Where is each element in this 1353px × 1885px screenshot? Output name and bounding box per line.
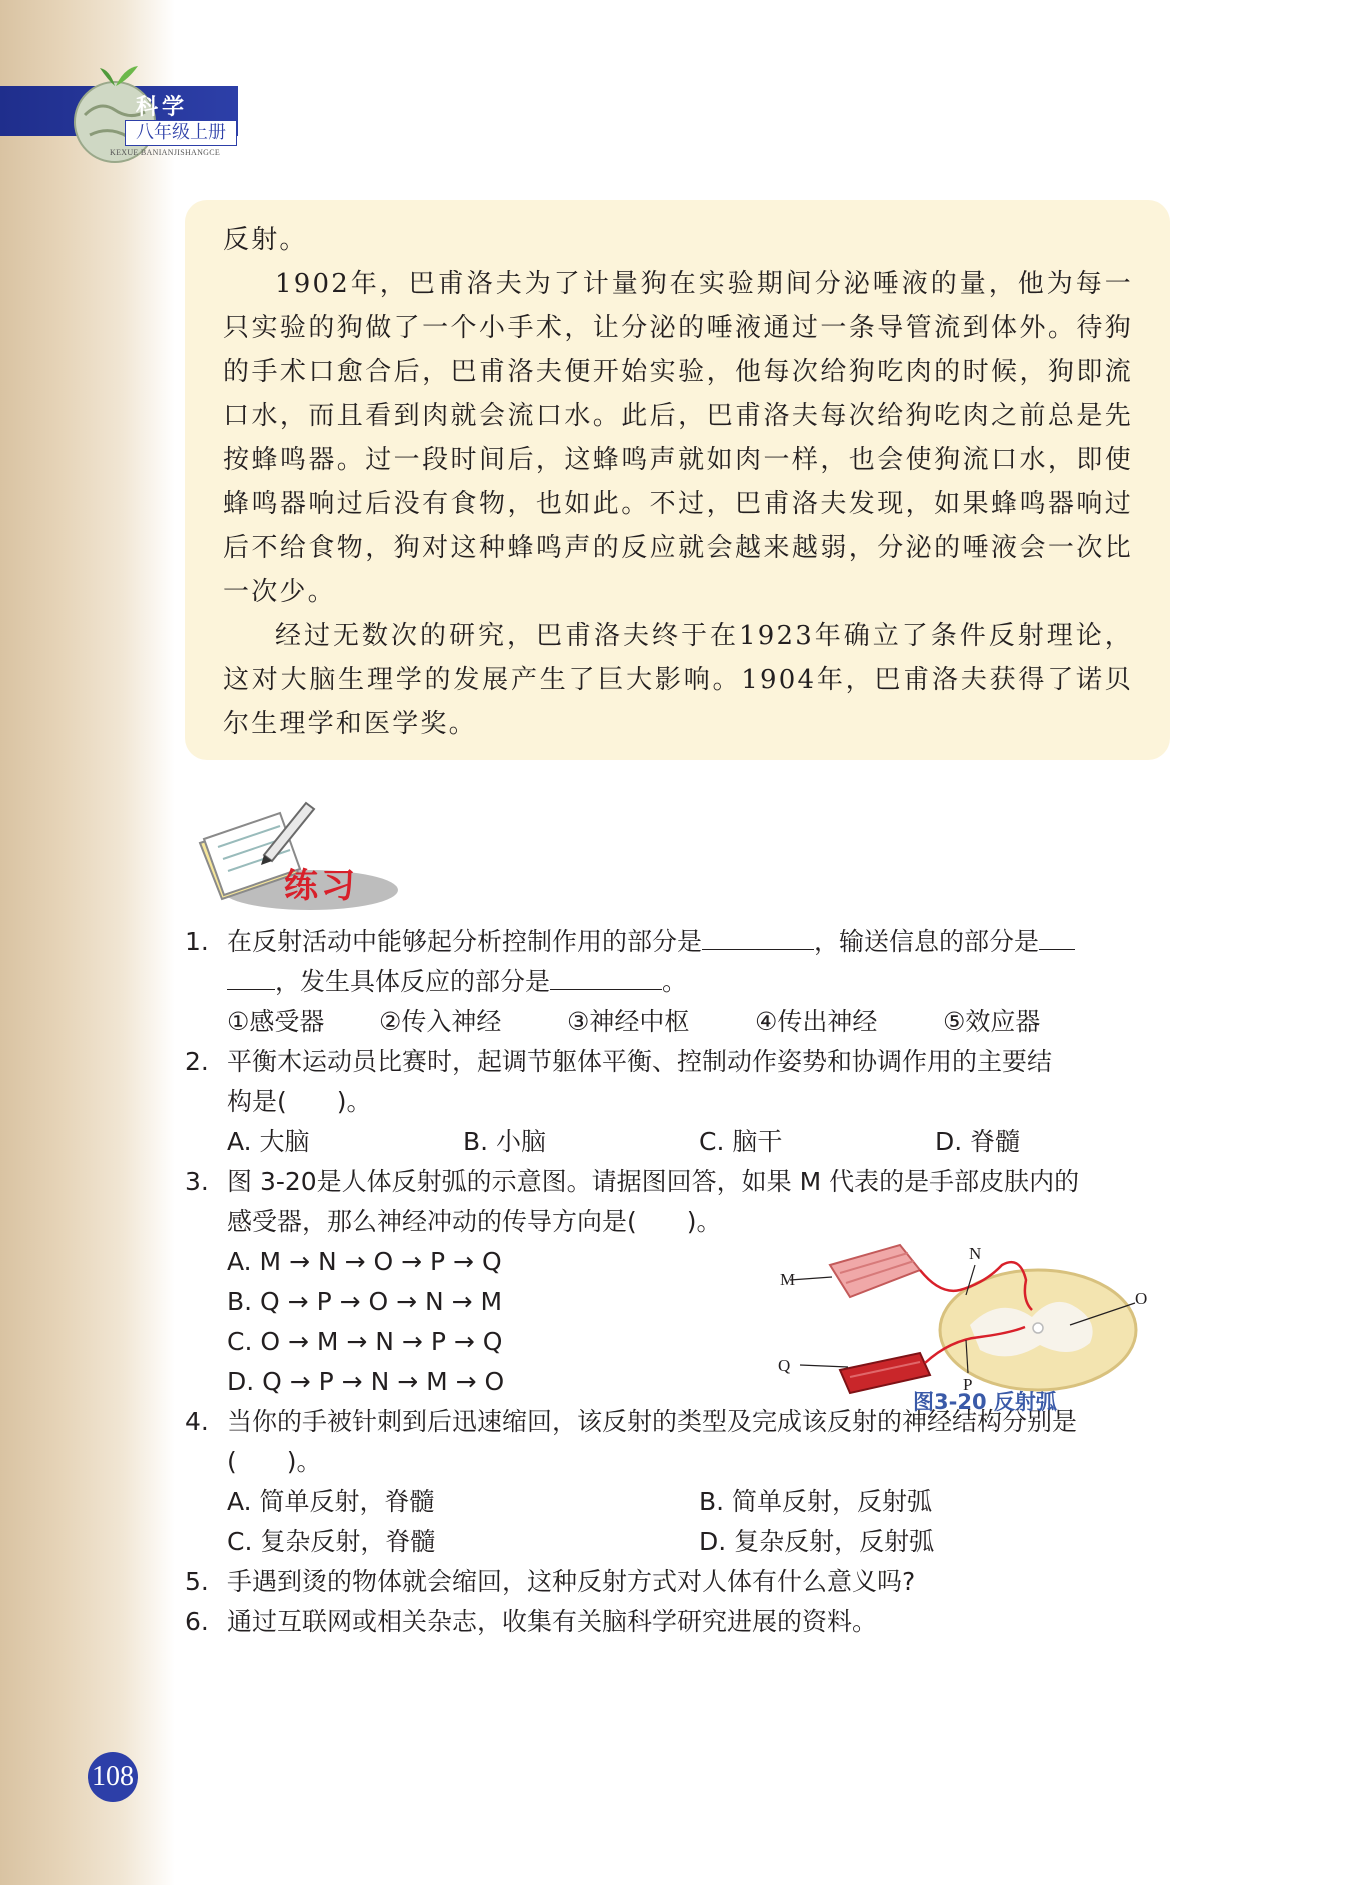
option-list [227,1122,1175,1162]
subject-title: 科学 [136,95,189,120]
option-item: B. 简单反射，反射弧 [699,1487,933,1516]
exercise-title: 练习 [284,866,358,906]
pinyin-label: KEXUE BANIANJISHANGCE [110,148,221,157]
option-list [227,1522,1175,1562]
label-m: M [780,1270,796,1289]
option-item: C. 复杂反射，脊髓 [227,1527,436,1556]
question-2 [185,1042,1175,1162]
option-item: ③神经中枢 [567,1007,690,1036]
question-text: ( )。 [227,1447,322,1476]
question-number: 1. [185,927,209,956]
question-6 [185,1602,1175,1642]
question-number: 3. [185,1167,209,1196]
question-text: 在反射活动中能够起分析控制作用的部分是 ，输送信息的部分是 [227,922,1175,962]
option-item: ⑤效应器 [943,1007,1041,1036]
question-number: 2. [185,1047,209,1076]
option-list [227,1002,1175,1042]
question-text: 当你的手被针刺到后迅速缩回，该反射的类型及完成该反射的神经结构分别是 [227,1407,1078,1436]
option-item: D. 复杂反射，反射弧 [699,1527,935,1556]
label-o: O [1135,1289,1148,1308]
reading-paragraph-3: 经过无数次的研究，巴甫洛夫终于在1923年确立了条件反射理论，这对大脑生理学的发展产生了巨大影响。1904年，巴甫洛夫获得了诺贝尔生理学和医学奖。 [223,621,1133,739]
label-n: N [969,1244,982,1263]
skin-receptor-m [830,1245,920,1297]
option-item: A. 简单反射，脊髓 [227,1487,435,1516]
question-number: 5. [185,1567,209,1596]
reading-text [223,218,1133,746]
label-q: Q [778,1356,791,1375]
question-text: 图 3-20是人体反射弧的示意图。请据图回答，如果 M 代表的是手部皮肤内的 [227,1167,1080,1196]
option-item: B. 小脑 [463,1127,547,1156]
question-text: 通过互联网或相关杂志，收集有关脑科学研究进展的资料。 [227,1607,878,1636]
option-item: ②传入神经 [379,1007,502,1036]
figure-caption: 图3-20 反射弧 [913,1390,1057,1414]
question-number: 4. [185,1407,209,1436]
answer-blank[interactable] [702,923,814,950]
question-number: 6. [185,1607,209,1636]
question-text: ，发生具体反应的部分是 。 [227,962,1175,1002]
answer-blank[interactable] [550,963,662,990]
question-4 [185,1402,1175,1562]
question-text: 感受器，那么神经冲动的传导方向是( )。 [227,1207,722,1236]
question-text: 构是( )。 [227,1087,372,1116]
page-margin-band [0,0,175,1885]
answer-blank[interactable] [227,963,275,990]
option-item: ①感受器 [227,1007,325,1036]
option-item: ④传出神经 [755,1007,878,1036]
option-item: B. Q → P → O → N → M [227,1287,503,1316]
question-5 [185,1562,1175,1602]
option-item: C. 脑干 [699,1127,783,1156]
answer-blank[interactable] [1039,923,1075,950]
option-list [227,1482,1175,1522]
option-item: A. M → N → O → P → Q [227,1247,502,1276]
option-item: A. 大脑 [227,1127,310,1156]
option-item: D. Q → P → N → M → O [227,1367,505,1396]
option-item: C. O → M → N → P → Q [227,1327,503,1356]
option-item: D. 脊髓 [935,1127,1021,1156]
page-number: 108 [88,1752,138,1802]
label-p: P [963,1375,973,1394]
question-text: 平衡木运动员比赛时，起调节躯体平衡、控制动作姿势和协调作用的主要结 [227,1047,1053,1076]
question-text: 手遇到烫的物体就会缩回，这种反射方式对人体有什么意义吗? [227,1567,916,1596]
question-1 [185,922,1175,1042]
reading-paragraph-1: 反射。 [223,225,308,255]
reading-paragraph-2: 1902年，巴甫洛夫为了计量狗在实验期间分泌唾液的量，他为每一只实验的狗做了一个小手术，让分泌的唾液通过一条导管流到体外。待狗的手术口愈合后，巴甫洛夫便开始实验，他每次给狗吃肉的时候，狗即流口水，而且看到肉就会流口水。此后，巴甫洛夫每次给狗吃肉之前总是先按蜂鸣器。过一段时间后，这蜂鸣声就如肉一样，也会使狗流口水，即使蜂鸣器响过后没有食物，也如此。不过，巴甫洛夫发现，如果蜂鸣器响过后不给食物，狗对这种蜂鸣声的反应就会越来越弱，分泌的唾液会一次比一次少。 [223,269,1133,607]
grade-label: 八年级上册 [125,120,237,146]
reading-box [185,200,1170,760]
